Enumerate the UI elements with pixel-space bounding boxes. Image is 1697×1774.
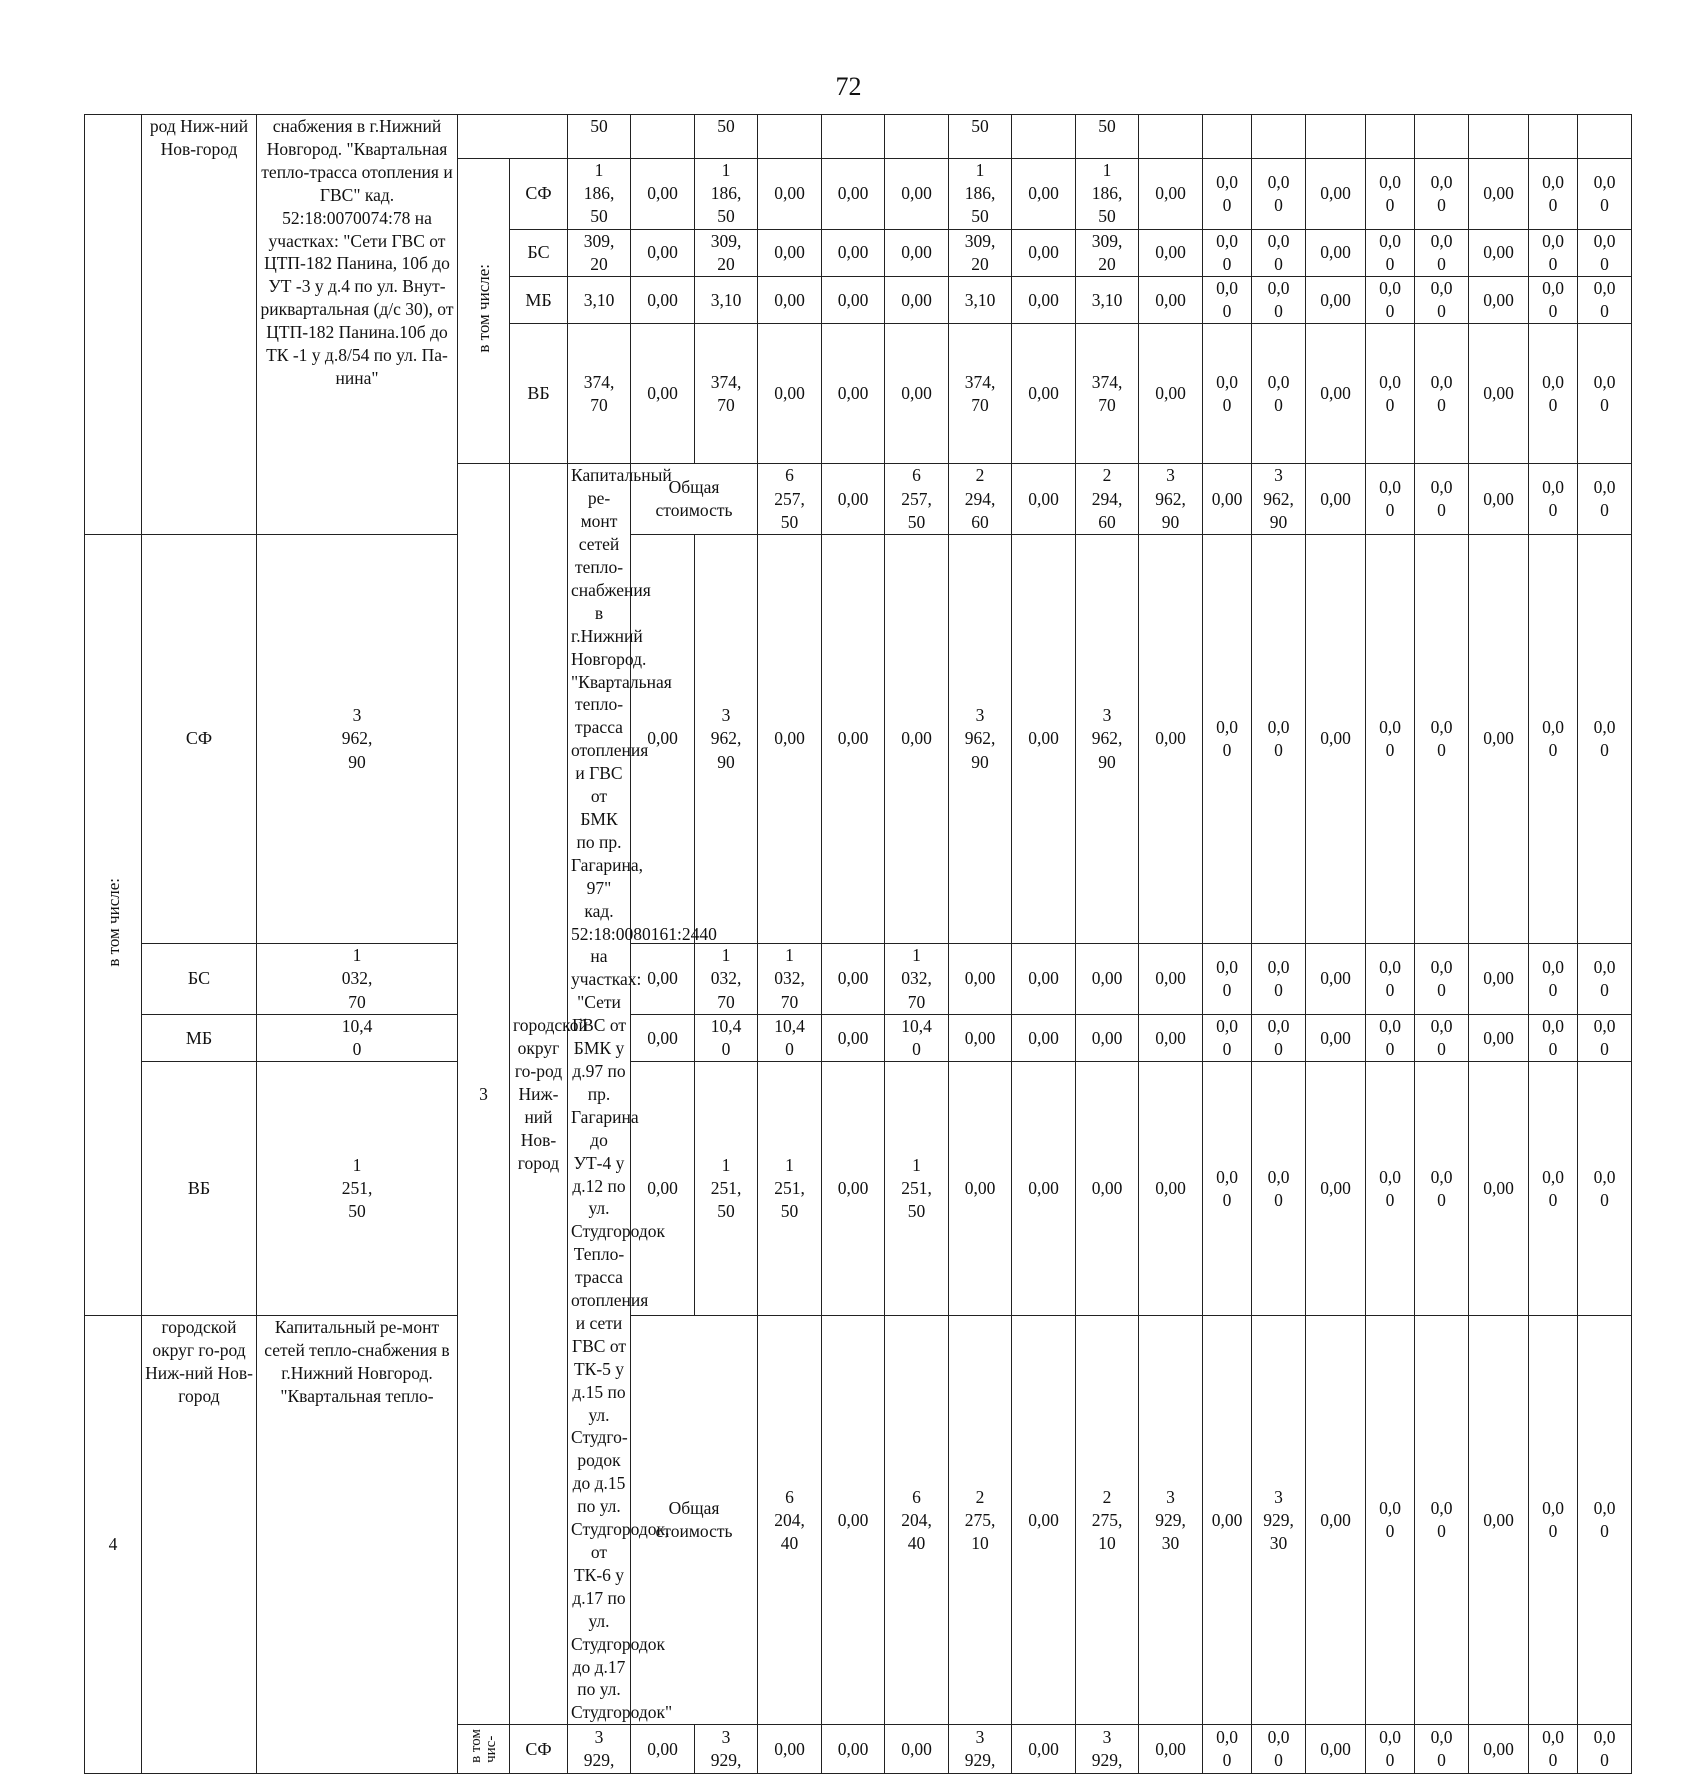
value-cell: 3 929, 30: [1252, 1316, 1306, 1725]
value-cell: 0,00: [758, 159, 822, 230]
value-cell: 0,00: [885, 1725, 949, 1774]
value-cell: 0,00: [822, 324, 885, 464]
value-cell: 0,0 0: [1415, 229, 1469, 276]
value-cell: 0,00: [758, 277, 822, 324]
value-cell: 50: [568, 115, 631, 159]
value-cell: 0,00: [758, 229, 822, 276]
value-cell: 2 294, 60: [949, 464, 1012, 535]
value-cell: 0,00: [1012, 943, 1076, 1014]
value-cell: 0,0 0: [1529, 324, 1578, 464]
value-cell: [1366, 115, 1415, 159]
value-cell: 0,0 0: [1366, 1725, 1415, 1774]
value-cell: 0,00: [1076, 943, 1139, 1014]
value-cell: 0,0 0: [1366, 1316, 1415, 1725]
value-cell: 0,0 0: [1578, 943, 1632, 1014]
value-cell: 0,00: [1139, 229, 1203, 276]
table-row-bs: [85, 943, 1632, 1014]
value-cell: 0,00: [1306, 1725, 1366, 1774]
value-cell: 0,0 0: [1203, 1725, 1252, 1774]
value-cell: 0,00: [1076, 1062, 1139, 1316]
value-cell: 0,00: [822, 535, 885, 944]
value-cell: 0,00: [1469, 324, 1529, 464]
value-cell: 0,00: [1012, 324, 1076, 464]
value-cell: 0,0 0: [1578, 1062, 1632, 1316]
value-cell: 1 032, 70: [885, 943, 949, 1014]
source-label-cell: БС: [142, 943, 257, 1014]
value-cell: 0,00: [1306, 159, 1366, 230]
value-cell: 10,4 0: [695, 1014, 758, 1061]
value-cell: 1 186, 50: [695, 159, 758, 230]
value-cell: 1 186, 50: [1076, 159, 1139, 230]
value-cell: 0,00: [1139, 1014, 1203, 1061]
value-cell: [758, 115, 822, 159]
value-cell: 0,00: [1469, 535, 1529, 944]
value-cell: 0,00: [822, 229, 885, 276]
value-cell: 1 186, 50: [949, 159, 1012, 230]
value-cell: 0,00: [1012, 535, 1076, 944]
value-cell: 0,00: [1012, 277, 1076, 324]
value-cell: 6 204, 40: [758, 1316, 822, 1725]
description-cell: Капитальный ре-монт сетей тепло-снабжения в г.Нижний Новгород. "Квартальная тепло-: [257, 1316, 458, 1774]
value-cell: 0,00: [1469, 1725, 1529, 1774]
value-cell: 0,0 0: [1529, 159, 1578, 230]
value-cell: 0,00: [1469, 943, 1529, 1014]
value-cell: 0,0 0: [1252, 1725, 1306, 1774]
value-cell: 1 032, 70: [257, 943, 458, 1014]
value-cell: 0,00: [1012, 1725, 1076, 1774]
value-cell: 0,00: [1306, 535, 1366, 944]
value-cell: 0,0 0: [1203, 535, 1252, 944]
value-cell: 0,00: [822, 1014, 885, 1061]
value-cell: 3,10: [949, 277, 1012, 324]
value-cell: 0,0 0: [1578, 229, 1632, 276]
value-cell: 0,00: [1306, 229, 1366, 276]
value-cell: 6 257, 50: [758, 464, 822, 535]
value-cell: 0,00: [1306, 943, 1366, 1014]
value-cell: 0,00: [822, 277, 885, 324]
value-cell: 2 294, 60: [1076, 464, 1139, 535]
value-cell: 309, 20: [1076, 229, 1139, 276]
value-cell: 0,00: [1306, 464, 1366, 535]
value-cell: 0,0 0: [1366, 277, 1415, 324]
value-cell: 0,00: [822, 464, 885, 535]
value-cell: 2 275, 10: [1076, 1316, 1139, 1725]
value-cell: 3 962, 90: [695, 535, 758, 944]
value-cell: 0,00: [1203, 1316, 1252, 1725]
value-cell: 0,0 0: [1578, 1316, 1632, 1725]
district-cell: городской округ го-род Ниж-ний Нов-город: [510, 464, 568, 1725]
value-cell: 10,4 0: [885, 1014, 949, 1061]
value-cell: 0,00: [1469, 229, 1529, 276]
value-cell: 0,0 0: [1578, 535, 1632, 944]
value-cell: 0,0 0: [1366, 159, 1415, 230]
value-cell: 10,4 0: [257, 1014, 458, 1061]
value-cell: 3 962, 90: [1139, 464, 1203, 535]
value-cell: 0,00: [631, 535, 695, 944]
value-cell: 0,00: [1076, 1014, 1139, 1061]
vtc-label-cell: [458, 159, 510, 464]
value-cell: 374, 70: [695, 324, 758, 464]
value-cell: 0,00: [885, 229, 949, 276]
value-cell: 0,00: [1203, 464, 1252, 535]
value-cell: 0,0 0: [1578, 1014, 1632, 1061]
value-cell: 0,00: [885, 324, 949, 464]
value-cell: 0,00: [1469, 277, 1529, 324]
value-cell: 0,0 0: [1366, 535, 1415, 944]
value-cell: 3,10: [1076, 277, 1139, 324]
value-cell: 0,00: [1012, 159, 1076, 230]
value-cell: [1139, 115, 1203, 159]
district-cell: городской округ го-род Ниж-ний Нов-город: [142, 1316, 257, 1774]
vtc-label-cell-text: в том числе:: [103, 877, 123, 967]
value-cell: 0,0 0: [1415, 159, 1469, 230]
value-cell: 0,00: [631, 159, 695, 230]
value-cell: 0,00: [631, 229, 695, 276]
table-row-continued: [85, 115, 1632, 159]
description-cell: снабжения в г.Нижний Новгород. "Квартальная тепло-трасса отопления и ГВС" кад. 52:18:0070074:78 на участках: "Сети ГВС от ЦТП-182 Панина, 10б до УТ -3 у д.4 по ул. Внут-риквартальная (д/с 30), от ЦТП-182 Панина.10б до ТК -1 у д.8/54 по ул. Па-нина": [257, 115, 458, 535]
vtc-label-cell: [85, 535, 142, 1316]
value-cell: 0,0 0: [1578, 324, 1632, 464]
value-cell: 0,00: [1012, 1316, 1076, 1725]
value-cell: 0,0 0: [1366, 1014, 1415, 1061]
value-cell: 3,10: [695, 277, 758, 324]
value-cell: 0,0 0: [1529, 464, 1578, 535]
value-cell: 0,0 0: [1252, 943, 1306, 1014]
value-cell: 0,0 0: [1415, 277, 1469, 324]
table-row-total: [85, 1316, 1632, 1725]
value-cell: 0,0 0: [1366, 324, 1415, 464]
value-cell: 1 251, 50: [758, 1062, 822, 1316]
value-cell: 0,0 0: [1203, 277, 1252, 324]
value-cell: 0,0 0: [1415, 535, 1469, 944]
value-cell: 0,0 0: [1529, 1014, 1578, 1061]
vtc-label-cell-text: в том числе:: [474, 263, 493, 353]
value-cell: 3 929,: [1076, 1725, 1139, 1774]
value-cell: 0,0 0: [1529, 277, 1578, 324]
value-cell: 0,00: [822, 1062, 885, 1316]
value-cell: 0,00: [885, 159, 949, 230]
value-cell: 0,00: [1139, 159, 1203, 230]
value-cell: 0,00: [949, 943, 1012, 1014]
value-cell: 0,0 0: [1366, 1062, 1415, 1316]
value-cell: 0,0 0: [1578, 277, 1632, 324]
budget-table: [84, 114, 1632, 1774]
value-cell: [1306, 115, 1366, 159]
vtc-label-cell: [458, 1725, 510, 1774]
source-label-cell: ВБ: [510, 324, 568, 464]
value-cell: 0,0 0: [1203, 324, 1252, 464]
value-cell: 374, 70: [1076, 324, 1139, 464]
value-cell: 3 962, 90: [1252, 464, 1306, 535]
value-cell: [1415, 115, 1469, 159]
value-cell: 0,0 0: [1529, 943, 1578, 1014]
value-cell: 3 962, 90: [1076, 535, 1139, 944]
value-cell: 3 962, 90: [949, 535, 1012, 944]
value-cell: 0,00: [885, 535, 949, 944]
value-cell: 0,00: [1469, 159, 1529, 230]
value-cell: 0,00: [758, 535, 822, 944]
value-cell: 0,0 0: [1529, 1316, 1578, 1725]
value-cell: 0,00: [949, 1062, 1012, 1316]
value-cell: 3 929, 30: [1139, 1316, 1203, 1725]
value-cell: 0,0 0: [1415, 324, 1469, 464]
page-number: 72: [835, 72, 862, 101]
value-cell: 0,0 0: [1529, 1062, 1578, 1316]
value-cell: 0,00: [1306, 277, 1366, 324]
value-cell: [1578, 115, 1632, 159]
value-cell: 0,0 0: [1252, 1062, 1306, 1316]
value-cell: [1012, 115, 1076, 159]
value-cell: 1 032, 70: [695, 943, 758, 1014]
value-cell: 0,0 0: [1203, 1014, 1252, 1061]
value-cell: [885, 115, 949, 159]
value-cell: 0,00: [1469, 1316, 1529, 1725]
row-number-cell: 3: [458, 464, 510, 1725]
value-cell: 0,00: [822, 1725, 885, 1774]
description-cell: Капитальный ре-монт сетей тепло-снабжения в г.Нижний Новгород. "Квартальная тепло-трасса отопления и ГВС от БМК по пр. Гагарина, 97" кад. 52:18:0080161:2440 на участках: "Сети ГВС от БМК у д.97 по пр. Гагарина до УТ-4 у д.12 по ул. Студгородок Тепло-трасса отопления и сети ГВС от ТК-5 у д.15 по ул. Студго-родок до д.15 по ул. Студгородок, от ТК-6 у д.17 по ул. Студгородок до д.17 по ул. Студгородок": [568, 464, 631, 1725]
source-label-cell: МБ: [142, 1014, 257, 1061]
value-cell: 3 962, 90: [257, 535, 458, 944]
value-cell: [1529, 115, 1578, 159]
value-cell: 0,0 0: [1203, 159, 1252, 230]
value-cell: 0,0 0: [1529, 535, 1578, 944]
value-cell: 0,00: [1469, 1014, 1529, 1061]
value-cell: 374, 70: [949, 324, 1012, 464]
value-cell: 0,0 0: [1415, 1316, 1469, 1725]
value-cell: 0,00: [1306, 324, 1366, 464]
value-cell: 0,00: [1139, 1062, 1203, 1316]
source-label-cell: БС: [510, 229, 568, 276]
value-cell: 0,00: [1469, 464, 1529, 535]
value-cell: 0,0 0: [1366, 943, 1415, 1014]
value-cell: 0,00: [1306, 1316, 1366, 1725]
value-cell: 6 204, 40: [885, 1316, 949, 1725]
value-cell: 0,00: [949, 1014, 1012, 1061]
value-cell: 0,0 0: [1415, 1062, 1469, 1316]
value-cell: 0,00: [1306, 1014, 1366, 1061]
value-cell: 1 251, 50: [695, 1062, 758, 1316]
source-label-cell: СФ: [510, 159, 568, 230]
value-cell: 3 929,: [695, 1725, 758, 1774]
value-cell: [822, 115, 885, 159]
value-cell: 50: [1076, 115, 1139, 159]
value-cell: 0,0 0: [1415, 1725, 1469, 1774]
total-label-cell: Общая стоимость: [631, 464, 758, 535]
value-cell: 0,0 0: [1529, 229, 1578, 276]
value-cell: 0,0 0: [1529, 1725, 1578, 1774]
value-cell: 0,00: [758, 1725, 822, 1774]
value-cell: 0,0 0: [1415, 464, 1469, 535]
value-cell: 0,00: [1012, 1062, 1076, 1316]
table-row-mb: [85, 1014, 1632, 1061]
value-cell: 0,0 0: [1578, 159, 1632, 230]
value-cell: 3,10: [568, 277, 631, 324]
value-cell: 0,0 0: [1366, 229, 1415, 276]
value-cell: 3 929,: [568, 1725, 631, 1774]
value-cell: 0,00: [631, 1062, 695, 1316]
value-cell: 0,00: [758, 324, 822, 464]
value-cell: 374, 70: [568, 324, 631, 464]
value-cell: 1 251, 50: [885, 1062, 949, 1316]
value-cell: 0,00: [1139, 1725, 1203, 1774]
value-cell: 50: [695, 115, 758, 159]
value-cell: 0,00: [822, 1316, 885, 1725]
value-cell: 0,00: [1306, 1062, 1366, 1316]
value-cell: 0,0 0: [1415, 943, 1469, 1014]
total-label-cell: Общая стоимость: [631, 1316, 758, 1725]
value-cell: 1 186, 50: [568, 159, 631, 230]
value-cell: 0,00: [1139, 535, 1203, 944]
value-cell: 0,00: [1139, 324, 1203, 464]
value-cell: 309, 20: [949, 229, 1012, 276]
district-cell: род Ниж-ний Нов-город: [142, 115, 257, 535]
value-cell: 0,0 0: [1252, 229, 1306, 276]
value-cell: 0,0 0: [1252, 277, 1306, 324]
source-label-cell: ВБ: [142, 1062, 257, 1316]
value-cell: [1203, 115, 1252, 159]
value-cell: 0,0 0: [1203, 943, 1252, 1014]
table-body: [85, 115, 1632, 1774]
value-cell: 0,00: [885, 277, 949, 324]
value-cell: 1 251, 50: [257, 1062, 458, 1316]
value-cell: 0,0 0: [1252, 324, 1306, 464]
vtc-label-cell-text: в том чис-: [467, 1729, 499, 1764]
value-cell: 0,00: [1139, 277, 1203, 324]
value-cell: 309, 20: [568, 229, 631, 276]
source-label-cell: СФ: [142, 535, 257, 944]
table-row-vb: [85, 1062, 1632, 1316]
value-cell: 0,00: [1139, 943, 1203, 1014]
value-cell: 1 032, 70: [758, 943, 822, 1014]
value-cell: 0,0 0: [1203, 229, 1252, 276]
value-cell: 0,00: [1012, 229, 1076, 276]
value-cell: 0,0 0: [1366, 464, 1415, 535]
value-cell: 6 257, 50: [885, 464, 949, 535]
row-number-cell: [85, 115, 142, 535]
value-cell: 2 275, 10: [949, 1316, 1012, 1725]
value-cell: 0,00: [822, 943, 885, 1014]
value-cell: 0,0 0: [1203, 1062, 1252, 1316]
type-cell: [458, 115, 568, 159]
value-cell: 0,00: [631, 1725, 695, 1774]
value-cell: 309, 20: [695, 229, 758, 276]
value-cell: 0,00: [1012, 1014, 1076, 1061]
source-label-cell: МБ: [510, 277, 568, 324]
value-cell: 10,4 0: [758, 1014, 822, 1061]
value-cell: 0,00: [631, 943, 695, 1014]
value-cell: [631, 115, 695, 159]
source-label-cell: СФ: [510, 1725, 568, 1774]
table-row-sf: [85, 535, 1632, 944]
value-cell: 0,00: [631, 277, 695, 324]
value-cell: 0,00: [822, 159, 885, 230]
value-cell: 0,0 0: [1415, 1014, 1469, 1061]
value-cell: 0,0 0: [1252, 535, 1306, 944]
value-cell: 0,0 0: [1578, 1725, 1632, 1774]
value-cell: 0,0 0: [1252, 1014, 1306, 1061]
value-cell: 0,00: [631, 324, 695, 464]
value-cell: 0,00: [631, 1014, 695, 1061]
value-cell: 0,0 0: [1252, 159, 1306, 230]
value-cell: [1469, 115, 1529, 159]
value-cell: 3 929,: [949, 1725, 1012, 1774]
row-number-cell: 4: [85, 1316, 142, 1774]
value-cell: 0,00: [1469, 1062, 1529, 1316]
value-cell: 0,0 0: [1578, 464, 1632, 535]
value-cell: 50: [949, 115, 1012, 159]
value-cell: [1252, 115, 1306, 159]
value-cell: 0,00: [1012, 464, 1076, 535]
